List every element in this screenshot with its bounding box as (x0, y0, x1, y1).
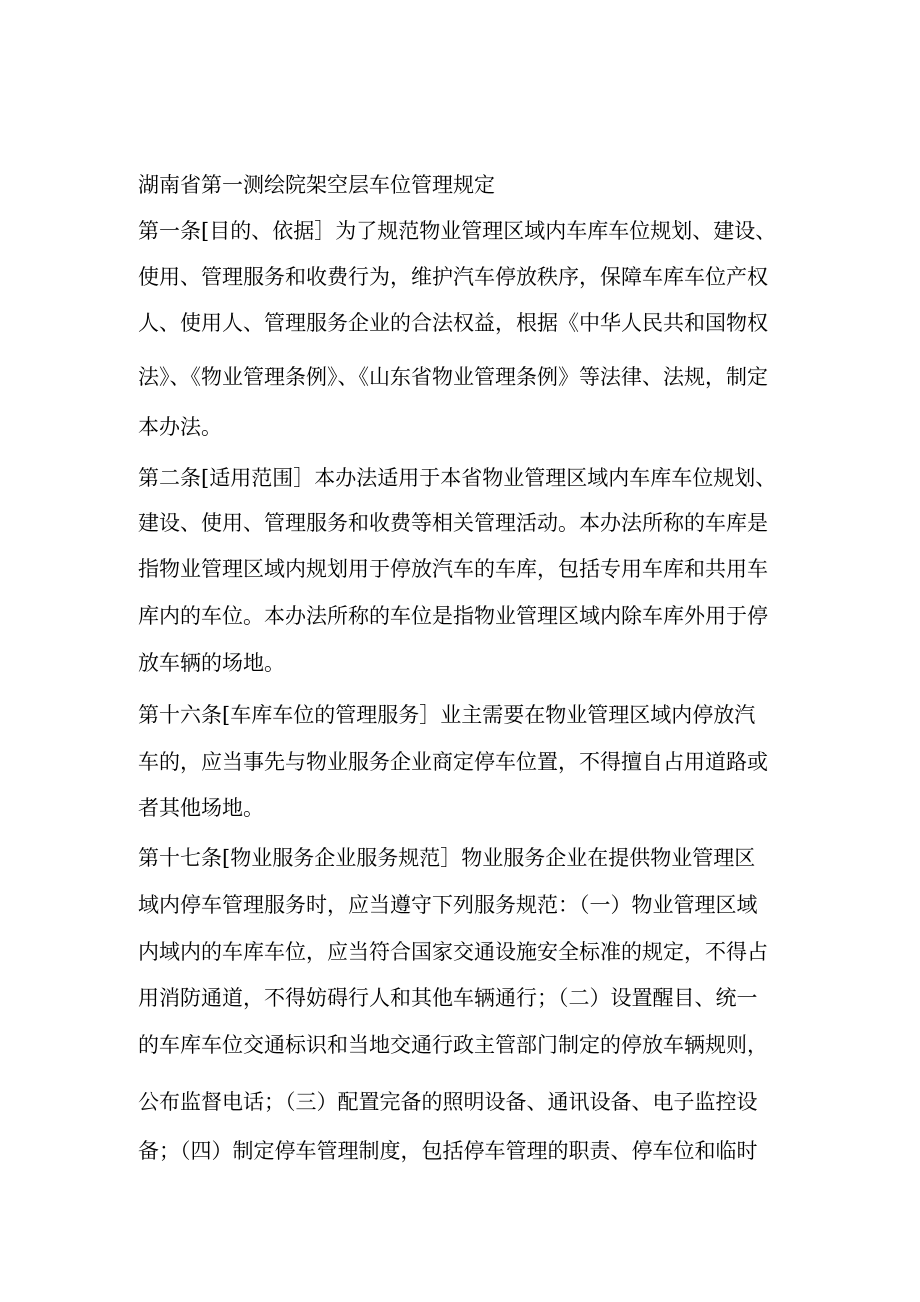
text-line: 备；（四）制定停车管理制度，包括停车管理的职责、停车位和临时 (138, 1139, 758, 1163)
text-line: 人、使用人、管理服务企业的合法权益，根据《中华人民共和国物权 (138, 311, 768, 335)
text-line: 用消防通道，不得妨碍行人和其他车辆通行；（二）设置醒目、统一 (138, 986, 758, 1010)
text-line: 法》、《物业管理条例》、《山东省物业管理条例》等法律、法规，制定 (138, 365, 768, 389)
text-line: 放车辆的场地。 (138, 651, 285, 675)
text-line: 使用、管理服务和收费行为，维护汽车停放秩序，保障车库车位产权 (138, 265, 768, 289)
text-line: 第一条[目的、依据］为了规范物业管理区域内车库车位规划、建设、 (138, 219, 777, 243)
text-line: 域内停车管理服务时，应当遵守下列服务规范：（一）物业管理区域 (138, 893, 758, 917)
text-line: 第十七条[物业服务企业服务规范］物业服务企业在提供物业管理区 (138, 846, 756, 870)
text-line: 第十六条[车库车位的管理服务］业主需要在物业管理区域内停放汽 (138, 703, 756, 727)
text-line: 车的，应当事先与物业服务企业商定停车位置，不得擅自占用道路或 (138, 750, 768, 774)
text-line: 建设、使用、管理服务和收费等相关管理活动。本办法所称的车库是 (138, 511, 768, 535)
text-line: 第二条[适用范围］本办法适用于本省物业管理区域内车库车位规划、 (138, 466, 777, 490)
text-line: 库内的车位。本办法所称的车位是指物业管理区域内除车库外用于停 (138, 604, 768, 628)
text-line: 本办法。 (138, 415, 222, 439)
text-line: 的车库车位交通标识和当地交通行政主管部门制定的停放车辆规则， (138, 1033, 768, 1057)
text-line: 者其他场地。 (138, 796, 264, 820)
text-line: 内域内的车库车位，应当符合国家交通设施安全标准的规定，不得占 (138, 940, 768, 964)
document-title: 湖南省第一测绘院架空层车位管理规定 (138, 173, 495, 197)
text-line: 公布监督电话；（三）配置完备的照明设备、通讯设备、电子监控设 (138, 1090, 758, 1114)
text-line: 指物业管理区域内规划用于停放汽车的车库，包括专用车库和共用车 (138, 557, 768, 581)
